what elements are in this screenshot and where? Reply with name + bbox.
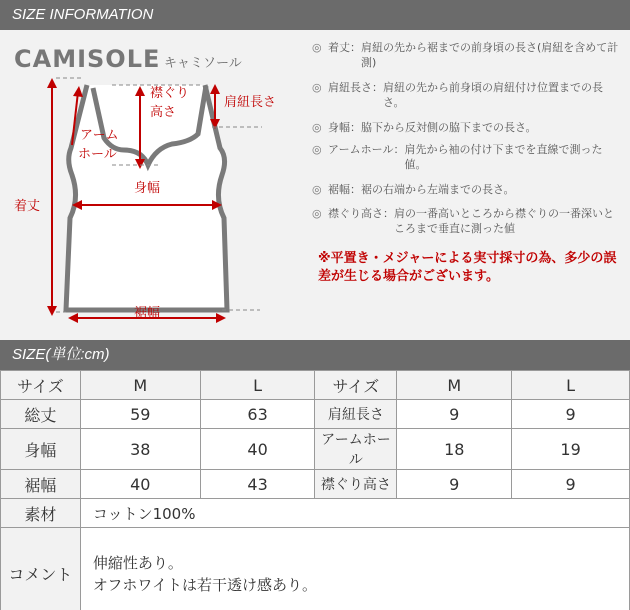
product-logo: CAMISOLE: [14, 45, 161, 73]
label-arm-1: アーム: [80, 128, 119, 143]
material-value: コットン100%: [80, 499, 629, 528]
table-row: [1, 470, 630, 499]
table-row-label: 襟ぐり高さ: [315, 470, 397, 499]
table-header-cell: サイズ: [1, 371, 81, 400]
length-arrow-bottom: [47, 306, 57, 316]
note-desc: 肩紐の先から前身頃の肩紐付け位置までの長さ。: [383, 81, 603, 109]
label-neck-2: 高さ: [150, 105, 177, 120]
table-cell: 40: [80, 470, 200, 499]
table-header-cell: L: [512, 371, 630, 400]
note-length: [312, 40, 624, 70]
table-cell: 43: [200, 470, 315, 499]
label-length: 着丈: [14, 199, 41, 214]
note-desc: 肩紐の先から裾までの前身頃の長さ(肩紐を含めて計測): [361, 41, 619, 69]
table-cell: 9: [397, 470, 512, 499]
table-header-cell: L: [200, 371, 315, 400]
label-arm-2: ホール: [78, 147, 117, 162]
size-information-header: SIZE INFORMATION: [0, 0, 630, 30]
note-neck: [312, 206, 624, 236]
note-hem: [312, 182, 515, 197]
table-header-row: [1, 371, 630, 400]
table-header-cell: M: [80, 371, 200, 400]
circle-mark-icon: ◎: [312, 121, 322, 134]
note-label: 着丈：: [328, 41, 361, 54]
note-label: 裾幅：: [328, 183, 361, 196]
table-header-cell: M: [397, 371, 512, 400]
circle-mark-icon: ◎: [312, 143, 322, 156]
label-strap: 肩紐長さ: [224, 95, 277, 110]
table-cell: 19: [512, 429, 630, 470]
note-desc: 肩先から袖の付け下までを直線で測った値。: [404, 143, 603, 171]
comment-value: [80, 528, 629, 610]
note-desc: 脇下から反対側の脇下までの長さ。: [361, 121, 537, 134]
table-row: [1, 429, 630, 470]
table-cell: 9: [512, 400, 630, 429]
note-width: [312, 120, 537, 135]
label-hem: 裾幅: [134, 306, 161, 321]
comment-row: [1, 528, 630, 610]
table-cell: 9: [397, 400, 512, 429]
note-label: 襟ぐり高さ：: [328, 207, 394, 220]
table-row-label: 肩紐長さ: [315, 400, 397, 429]
table-row: [1, 400, 630, 429]
camisole-diagram: [0, 30, 300, 340]
note-label: 身幅：: [328, 121, 361, 134]
table-row-label: 総丈: [1, 400, 81, 429]
circle-mark-icon: ◎: [312, 183, 322, 196]
table-cell: 63: [200, 400, 315, 429]
note-label: アームホール：: [328, 143, 405, 156]
table-cell: 9: [512, 470, 630, 499]
table-header-cell: サイズ: [315, 371, 397, 400]
note-strap: [312, 80, 624, 110]
size-table-header: SIZE(単位:cm): [0, 340, 630, 370]
comment-label: コメント: [1, 528, 81, 610]
label-neck-1: 襟ぐり: [150, 86, 190, 101]
length-arrow-top: [47, 78, 57, 88]
circle-mark-icon: ◎: [312, 81, 322, 94]
table-row-label: 身幅: [1, 429, 81, 470]
note-label: 肩紐長さ：: [328, 81, 383, 94]
table-cell: 18: [397, 429, 512, 470]
table-cell: 59: [80, 400, 200, 429]
material-label: 素材: [1, 499, 81, 528]
material-row: [1, 499, 630, 528]
circle-mark-icon: ◎: [312, 41, 322, 54]
table-row-label: 裾幅: [1, 470, 81, 499]
note-desc: 肩の一番高いところから襟ぐりの一番深いところまで垂直に測った値: [394, 207, 614, 235]
comment-line: オフホワイトは若干透け感あり。: [92, 575, 317, 594]
circle-mark-icon: ◎: [312, 207, 322, 220]
product-logo-sub: キャミソール: [164, 56, 242, 71]
table-cell: 40: [200, 429, 315, 470]
note-desc: 裾の右端から左端までの長さ。: [361, 183, 515, 196]
measurement-warning: ※平置き・メジャーによる実寸採寸の為、多少の誤差が生じる場合がございます。: [318, 251, 617, 284]
label-width: 身幅: [134, 181, 161, 196]
comment-line: 伸縮性あり。: [92, 553, 183, 572]
size-table: [0, 370, 630, 610]
table-cell: 38: [80, 429, 200, 470]
table-row-label: アームホール: [315, 429, 397, 470]
note-armhole: [312, 142, 624, 172]
